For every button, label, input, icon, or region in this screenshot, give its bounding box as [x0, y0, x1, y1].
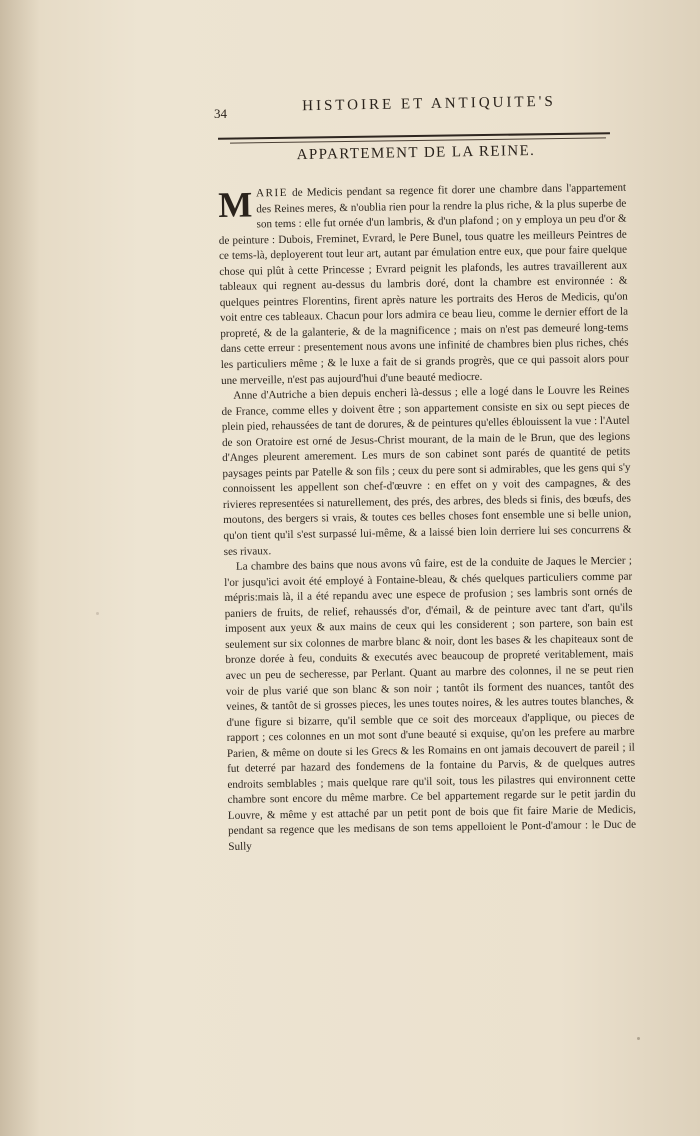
paragraph-1: [218, 181, 629, 389]
paragraph-3: La chambre des bains que nous avons vû faire, est de la conduite de Jaques le Mercier ; l'or jusqu'ici avoit été employé à Fontaine-bleau, & chés quelques particuliers comme par mépris:mais là, il a été repandu avec une espece de profusion ; ses lambris sont ornés de paniers de fruits, de relief, rehaussés d'or, d'émail, & de peinture avec tant d'art, qu'ils imposent aux yeux & aux mains de ceux qui les considerent ; son partere, son bain est seulement sur six colonnes de marbre blanc & noir, dont les bases & les chapiteaux sont de bronze dorée à feu, conduits & executés avec beaucoup de propreté veritablement, mais avec un peu de secheresse, par Perlant. Quant au marbre des colonnes, il ne se peut rien voir de plus varié que son blanc & son noir ; tantôt ils forment des nuances, tantôt des veines, & tantôt de si grosses pieces, les unes toutes noires, & les autres toutes blanches, & d'une figure si bizarre, qu'il semble que ce soit des morceaux d'applique, ou pieces de rapport ; ces colonnes en un mot sont d'une beauté si exquise, qu'on les prefere au marbre Parien, & même on doute si les Grecs & les Romains en ont jamais decouvert de pareil ; il fut deterré par hazard des fondemens de la fontaine du Parvis, & de quelques autres endroits semblables ; mais quelque rare qu'il soit, tous les pilastres qui environnent cette chambre sont encore du même marbre. Ce bel appartement regarde sur le petit jardin du Louvre, & même y est attaché par un petit pont de bois que fit faire Marie de Medicis, pendant sa regence que les medisans de son tems appelloient le Pont-d'amour : le Duc de Sully: [224, 554, 637, 853]
running-head: [214, 93, 614, 130]
paragraph-1-text: de Medicis pendant sa regence fit dorer une chambre dans l'appartement des Reines meres, & n'oublia rien pour la rendre la plus riche, & la plus superbe de son tems : elle fut ornée d'un lambris, & d'un plafond ; on y employa un peu d'or & de peinture : Dubois, Freminet, Evrard, le Pere Bunel, tous quatre les meilleurs Peintres de ce tems-là, deployerent tout leur art, autant par émulation entre eux, que pour faire quelque chose qui plût à cette Princesse ; Evrard peignit les plafonds, les autres travaillerent aux tableaux qui regnent au-dessus du lambris doré, dont la chambre est environnée : & quelques peintres Florentins, firent après nature les portraits des Heros de Medicis, qu'on voit entre ces tableaux. Chacun pour lors admira ce beau lieu, comme le dernier effort de la propreté, & de la galanterie, & de la magnificence ; mais on n'est pas demeuré long-tems dans cette erreur : presentement nous avons une infinité de chambres bien plus riches, chés les particuliers même ; & le luxe a fait de si grands progrès, que ce qui passoit alors pour une merveille, n'est pas aujourd'hui d'une beauté mediocre.: [218, 181, 629, 387]
paper-spot: [96, 612, 99, 615]
first-word: ARIE: [255, 186, 289, 200]
paper-spot: [637, 1037, 640, 1040]
paragraph-2: Anne d'Autriche a bien depuis encheri là-dessus ; elle a logé dans le Louvre les Reines de France, comme elles y doivent être ; son appartement consiste en six ou sept pieces de plein pied, rehaussées de tant de dorures, & de peintures qu'elles éblouissent la vue : l'Autel de son Oratoire est orné de Jesus-Christ mourant, de la main de le Brun, que des legions d'Anges pleurent amerement. Les murs de son cabinet sont parés de quantité de petits paysages peints par Patelle & son fils ; ceux du pere sont si admirables, que les gens qui s'y connoissent les appellent son chef-d'œuvre : en effet on y voit des campagnes, & des rivieres representées si naturellement, des prés, des arbres, des bleds si finis, des bœufs, des moutons, des bergers si vrais, & toutes ces belles choses font ensemble une si belle union, qu'on tient qu'il s'est surpassé lui-même, & a laissé bien loin derriere lui ses concurrens & ses rivaux.: [221, 383, 632, 558]
section-title: APPARTEMENT DE LA REINE.: [296, 142, 536, 164]
body-text: [218, 181, 636, 856]
page-number: 34: [214, 106, 227, 121]
drop-cap: M: [217, 184, 253, 225]
running-title: HISTOIRE ET ANTIQUITE'S: [302, 93, 556, 115]
